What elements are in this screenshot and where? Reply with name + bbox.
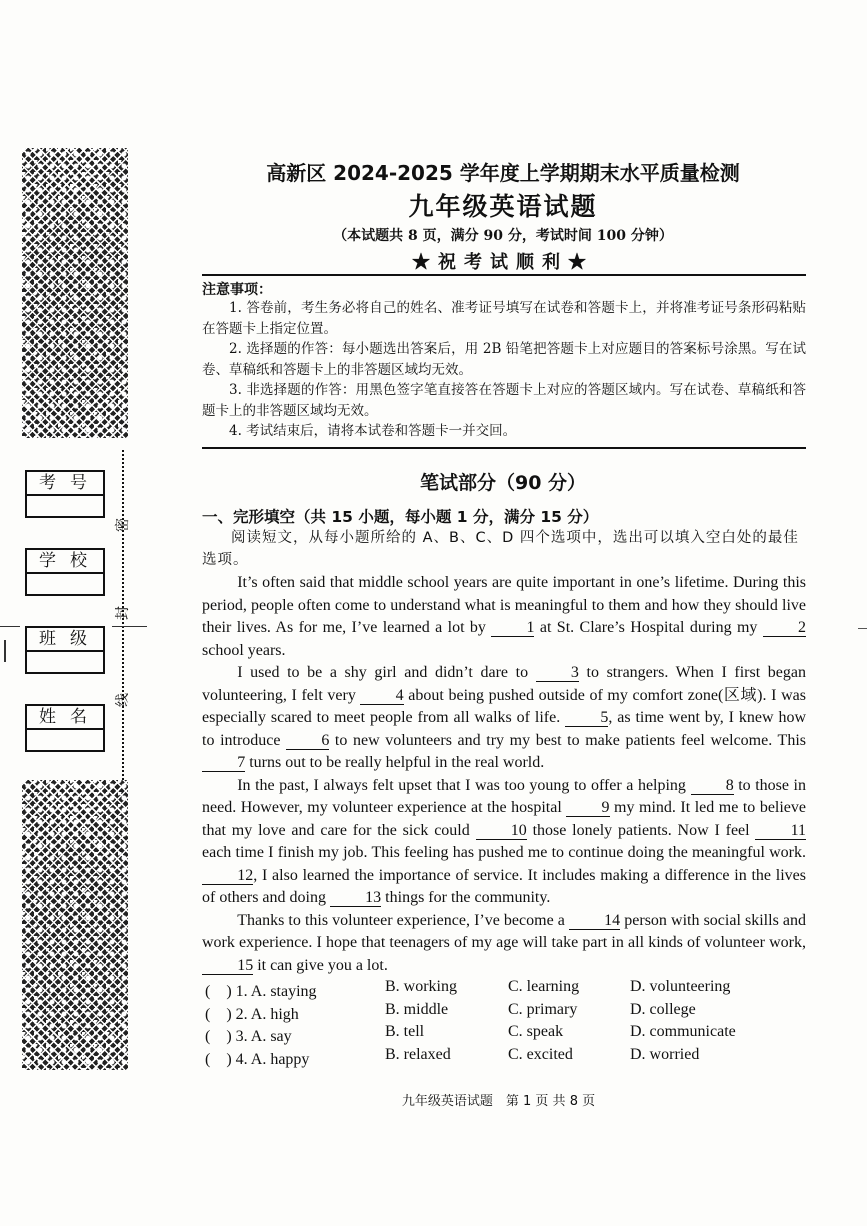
decorative-pattern-top [22,148,128,438]
school-box[interactable] [25,548,105,596]
question-option-b[interactable]: B. relaxed [385,1045,451,1063]
notice-item: 4. 考试结束后，请将本试卷和答题卡一并交回。 [229,423,517,439]
blank-1[interactable]: 1 [491,619,534,637]
question-row[interactable] [205,1023,805,1046]
class-label: 班级 [27,628,103,652]
blank-4[interactable]: 4 [360,687,403,705]
notice-item: 2. 选择题的作答：每小题选出答案后，用 2B 铅笔把答题卡上对应题目的答案标号涂黑。写在试卷、草稿纸和答题卡上的非答题区域均无效。 [202,341,806,378]
cloze-passage [202,572,806,977]
question-option-a[interactable]: ( ) 3. A. say [205,1028,292,1045]
exam-info: （本试题共 8 页，满分 90 分，考试时间 100 分钟） [333,228,673,244]
binding-char-mi: 密 [115,518,131,532]
blank-11[interactable]: 11 [755,822,806,840]
name-label: 姓名 [27,706,103,730]
blank-5[interactable]: 5 [565,709,608,727]
question-option-d[interactable]: D. volunteering [630,978,731,995]
binding-char-feng: 封 [115,606,131,620]
school-label: 学校 [27,550,103,574]
instruction: 阅读短文，从每小题所给的 A、B、C、D 四个选项中，选出可以填入空白处的最佳选项。 [202,530,799,568]
question-option-b[interactable]: B. middle [385,1000,449,1018]
question-row[interactable] [205,1046,805,1069]
exam-number-box[interactable] [25,470,105,518]
blank-7[interactable]: 7 [202,754,245,772]
class-box[interactable] [25,626,105,674]
question-option-b[interactable]: B. tell [385,1023,425,1040]
question-option-d[interactable]: D. communicate [630,1023,736,1040]
margin-mark-mid [112,626,147,627]
question-option-a[interactable]: ( ) 1. A. staying [205,983,317,1000]
question-option-d[interactable]: D. college [630,1000,696,1018]
exam-number-label: 考号 [27,472,103,496]
blank-10[interactable]: 10 [476,822,527,840]
blank-2[interactable]: 2 [763,619,806,637]
page-footer: 九年级英语试题 第 1 页 共 8 页 [401,1094,596,1109]
blank-8[interactable]: 8 [691,777,734,795]
question-row[interactable] [205,1001,805,1024]
question-option-c[interactable]: C. excited [508,1045,573,1063]
paragraph-3: In the past, I always felt upset that I was too young to offer a helping 8 to those in need. However, my volunteer experience at the hospital 9 my mind. It led me to believe that my love and care for the sick could 10 those lonely patients. Now I feel 11 each time I finish my job. This feeling has pushed me to continue doing the meaningful work. 12, I also learned the importance of service. It includes making a difference in the lives of others and doing 13 things for the community. [202,776,807,906]
blank-3[interactable]: 3 [536,664,579,682]
blank-14[interactable]: 14 [569,912,620,930]
blank-13[interactable]: 13 [330,889,381,907]
binding-char-xian: 线 [115,693,131,707]
question-option-d[interactable]: D. worried [630,1045,700,1063]
notice-item: 3. 非选择题的作答：用黑色签字笔直接答在答题卡上对应的答题区域内。写在试卷、草稿纸和答题卡上的非答题区域均无效。 [202,382,806,419]
notice-title: 注意事项： [202,282,272,298]
paragraph-2: I used to be a shy girl and didn’t dare to 3 to strangers. When I first began volunteering, I felt very 4 about being pushed outside of my comfort zone(区域). I was especially scared to meet people from all walks of life. 5, as time went by, I knew how to introduce 6 to new volunteers and try my best to make patients feel welcome. This 7 turns out to be really helpful in the real world. [202,664,806,771]
blank-6[interactable]: 6 [286,732,329,750]
name-box[interactable] [25,704,105,752]
question-option-a[interactable]: ( ) 2. A. high [205,1005,299,1023]
paragraph-1: It’s often said that middle school years are quite important in one’s lifetime. During this period, people often come to understand what is meaningful to them and how they should live their lives. As for me, I’ve learned a lot by 1 at St. Clare’s Hospital during my 2 school years. [202,574,806,659]
paragraph-4: Thanks to this volunteer experience, I’ve become a 14 person with social skills and work experience. I hope that teenagers of my age will take part in all kinds of volunteer work, 15 it can give you a lot. [202,911,806,974]
notice-item: 1. 答卷前，考生务必将自己的姓名、准考证号填写在试卷和答题卡上，并将准考证号条形码粘贴在答题卡上指定位置。 [202,300,806,337]
rule-top [202,274,806,276]
exam-subject-title: 九年级英语试题 [408,192,598,221]
decorative-pattern-bottom [22,780,128,1070]
blank-9[interactable]: 9 [566,799,609,817]
blank-15[interactable]: 15 [202,957,253,975]
margin-mark-right [858,628,867,629]
question-row[interactable] [205,978,805,1001]
question-option-a[interactable]: ( ) 4. A. happy [205,1050,310,1068]
exam-title: 高新区 2024-2025 学年度上学期期末水平质量检测 [266,161,740,185]
part-title: 一、完形填空（共 15 小题，每小题 1 分，满分 15 分） [202,508,599,526]
rule-bottom [202,447,806,449]
section-title: 笔试部分（90 分） [419,472,587,494]
question-option-b[interactable]: B. working [385,978,457,995]
margin-mark-left [0,626,20,627]
margin-tick [4,640,6,662]
question-option-c[interactable]: C. primary [508,1000,578,1018]
question-option-c[interactable]: C. learning [508,978,580,995]
question-options [205,978,805,1068]
notice-list [202,298,806,442]
question-option-c[interactable]: C. speak [508,1023,564,1040]
good-luck-banner: ★祝考试顺利★ [412,252,594,273]
blank-12[interactable]: 12 [202,867,253,885]
